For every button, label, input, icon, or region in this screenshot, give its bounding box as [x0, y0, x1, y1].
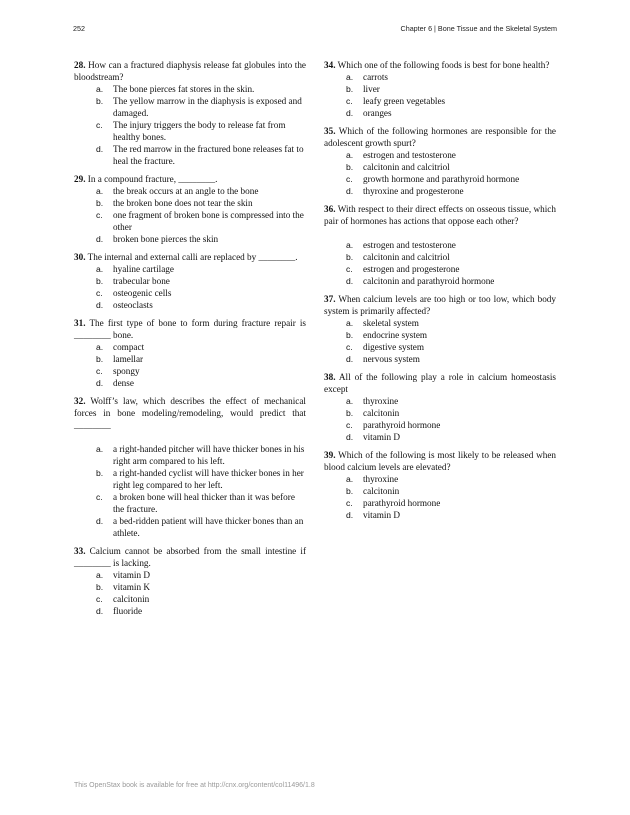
- answer-option: [324, 239, 556, 251]
- option-text: a right-handed cyclist will have thicker bones in her right leg compared to her left.: [113, 468, 304, 490]
- question-number: 34.: [324, 60, 336, 70]
- page-header: [73, 24, 557, 38]
- answer-option: [74, 287, 306, 299]
- question-text: Calcium cannot be absorbed from the small intestine if ________ is lacking.: [74, 546, 307, 568]
- option-letter: c.: [346, 264, 353, 274]
- answer-option: [74, 299, 306, 311]
- option-text: vitamin K: [113, 582, 151, 592]
- question-stem: [324, 293, 556, 317]
- option-text: The bone pierces fat stores in the skin.: [113, 84, 255, 94]
- question-33: [74, 545, 306, 617]
- question-text: The internal and external calli are replaced by ________.: [87, 252, 298, 262]
- question-text: Which one of the following foods is best for bone health?: [337, 60, 550, 70]
- option-letter: b.: [346, 162, 354, 172]
- option-text: The red marrow in the fractured bone releases fat to heal the fracture.: [113, 144, 304, 166]
- option-text: thyroxine: [363, 474, 399, 484]
- option-text: trabecular bone: [113, 276, 170, 286]
- answer-option: [74, 581, 306, 593]
- page-number: 252: [73, 24, 85, 33]
- question-34: [324, 59, 556, 119]
- answer-option: [324, 107, 556, 119]
- option-text: carrots: [363, 72, 388, 82]
- option-letter: c.: [96, 120, 103, 130]
- option-letter: a.: [346, 72, 354, 82]
- answer-option: [324, 161, 556, 173]
- option-text: calcitonin and calcitriol: [363, 252, 450, 262]
- option-letter: a.: [346, 150, 354, 160]
- option-letter: d.: [96, 234, 104, 244]
- question-stem: [74, 317, 306, 341]
- option-text: liver: [363, 84, 380, 94]
- option-letter: d.: [96, 606, 104, 616]
- question-number: 39.: [324, 450, 336, 460]
- option-text: the break occurs at an angle to the bone: [113, 186, 259, 196]
- question-stem: [74, 545, 306, 569]
- answer-option: [324, 509, 556, 521]
- option-text: parathyroid hormone: [363, 420, 441, 430]
- option-text: one fragment of broken bone is compressed into the other: [113, 210, 304, 232]
- option-letter: a.: [346, 240, 354, 250]
- question-31: [74, 317, 306, 389]
- option-text: leafy green vegetables: [363, 96, 446, 106]
- answer-option: [324, 485, 556, 497]
- question-35: [324, 125, 556, 197]
- question-number: 38.: [324, 372, 336, 382]
- option-letter: d.: [346, 354, 354, 364]
- answer-option: [324, 419, 556, 431]
- answer-option: [74, 443, 306, 467]
- option-letter: c.: [346, 342, 353, 352]
- answer-option: [74, 605, 306, 617]
- option-letter: b.: [346, 486, 354, 496]
- option-text: dense: [113, 378, 134, 388]
- option-letter: a.: [346, 474, 354, 484]
- option-text: digestive system: [363, 342, 424, 352]
- answer-option: [324, 275, 556, 287]
- answer-option: [74, 83, 306, 95]
- option-text: The yellow marrow in the diaphysis is exposed and damaged.: [113, 96, 302, 118]
- option-letter: b.: [96, 468, 104, 478]
- option-text: growth hormone and parathyroid hormone: [363, 174, 520, 184]
- question-number: 35.: [324, 126, 336, 136]
- option-text: calcitonin: [113, 594, 150, 604]
- option-text: hyaline cartilage: [113, 264, 174, 274]
- question-38: [324, 371, 556, 443]
- option-text: estrogen and testosterone: [363, 150, 456, 160]
- answer-option: [324, 251, 556, 263]
- option-letter: d.: [346, 276, 354, 286]
- question-number: 28.: [74, 60, 86, 70]
- answer-option: [74, 209, 306, 233]
- answer-option: [74, 95, 306, 119]
- option-letter: b.: [346, 408, 354, 418]
- question-37: [324, 293, 556, 365]
- answer-option: [74, 365, 306, 377]
- option-text: a bed-ridden patient will have thicker bones than an athlete.: [113, 516, 304, 538]
- option-letter: b.: [96, 198, 104, 208]
- answer-option: [74, 233, 306, 245]
- option-letter: b.: [96, 96, 104, 106]
- option-text: calcitonin: [363, 408, 400, 418]
- option-text: estrogen and progesterone: [363, 264, 460, 274]
- option-text: vitamin D: [363, 432, 401, 442]
- option-letter: c.: [96, 594, 103, 604]
- option-text: oranges: [363, 108, 392, 118]
- question-text: How can a fractured diaphysis release fat globules into the bloodstream?: [74, 60, 306, 82]
- option-letter: b.: [346, 252, 354, 262]
- option-letter: c.: [346, 498, 353, 508]
- question-text: When calcium levels are too high or too low, which body system is primarily affected?: [324, 294, 556, 316]
- option-text: vitamin D: [363, 510, 401, 520]
- option-letter: a.: [96, 264, 104, 274]
- question-39: [324, 449, 556, 521]
- question-text: In a compound fracture, ________.: [87, 174, 218, 184]
- option-letter: a.: [96, 342, 104, 352]
- answer-option: [324, 149, 556, 161]
- option-text: fluoride: [113, 606, 143, 616]
- option-letter: a.: [96, 570, 104, 580]
- option-letter: c.: [96, 366, 103, 376]
- answer-option: [324, 497, 556, 509]
- answer-option: [74, 491, 306, 515]
- answer-option: [324, 71, 556, 83]
- answer-option: [74, 377, 306, 389]
- option-text: a broken bone will heal thicker than it was before the fracture.: [113, 492, 295, 514]
- answer-option: [74, 185, 306, 197]
- answer-option: [324, 185, 556, 197]
- option-letter: c.: [96, 492, 103, 502]
- question-text: With respect to their direct effects on osseous tissue, which pair of hormones has actions that oppose each other?: [324, 204, 556, 226]
- option-text: thyroxine and progesterone: [363, 186, 464, 196]
- question-stem: [324, 371, 556, 395]
- question-stem: [74, 395, 306, 431]
- question-stem: [324, 203, 556, 227]
- answer-option: [324, 173, 556, 185]
- answer-option: [74, 119, 306, 143]
- option-letter: d.: [346, 432, 354, 442]
- chapter-title: Chapter 6 | Bone Tissue and the Skeletal System: [400, 24, 557, 33]
- question-stem: [74, 173, 306, 185]
- question-number: 32.: [74, 396, 86, 406]
- option-text: endocrine system: [363, 330, 428, 340]
- option-text: broken bone pierces the skin: [113, 234, 219, 244]
- option-letter: b.: [346, 84, 354, 94]
- option-letter: b.: [96, 354, 104, 364]
- answer-option: [74, 197, 306, 209]
- answer-option: [74, 593, 306, 605]
- answer-option: [324, 263, 556, 275]
- question-28: [74, 59, 306, 167]
- option-text: lamellar: [113, 354, 144, 364]
- answer-option: [74, 341, 306, 353]
- option-letter: a.: [346, 396, 354, 406]
- answer-option: [74, 353, 306, 365]
- option-letter: d.: [96, 516, 104, 526]
- question-number: 29.: [74, 174, 86, 184]
- question-36: [324, 203, 556, 287]
- question-text: Which of the following hormones are responsible for the adolescent growth spurt?: [324, 126, 557, 148]
- option-letter: c.: [96, 288, 103, 298]
- option-letter: c.: [96, 210, 103, 220]
- option-text: parathyroid hormone: [363, 498, 441, 508]
- answer-option: [74, 275, 306, 287]
- question-number: 30.: [74, 252, 86, 262]
- question-text: All of the following play a role in calcium homeostasis except: [324, 372, 556, 394]
- option-letter: b.: [96, 582, 104, 592]
- answer-option: [324, 395, 556, 407]
- answer-option: [324, 329, 556, 341]
- option-letter: c.: [346, 96, 353, 106]
- question-29: [74, 173, 306, 245]
- option-text: compact: [113, 342, 145, 352]
- question-number: 36.: [324, 204, 336, 214]
- option-text: the broken bone does not tear the skin: [113, 198, 253, 208]
- answer-option: [74, 569, 306, 581]
- right-column: [324, 59, 556, 527]
- option-letter: c.: [346, 174, 353, 184]
- answer-option: [324, 473, 556, 485]
- answer-option: [74, 467, 306, 491]
- question-text: The first type of bone to form during fracture repair is ________ bone.: [74, 318, 307, 340]
- option-text: spongy: [113, 366, 140, 376]
- option-text: skeletal system: [363, 318, 419, 328]
- answer-option: [74, 143, 306, 167]
- answer-option: [324, 341, 556, 353]
- option-text: calcitonin and parathyroid hormone: [363, 276, 495, 286]
- answer-option: [324, 83, 556, 95]
- question-stem: [324, 449, 556, 473]
- option-letter: a.: [346, 318, 354, 328]
- question-stem: [324, 59, 556, 71]
- question-stem: [74, 251, 306, 263]
- option-text: a right-handed pitcher will have thicker bones in his right arm compared to his left.: [113, 444, 305, 466]
- option-text: thyroxine: [363, 396, 399, 406]
- question-number: 33.: [74, 546, 86, 556]
- question-number: 37.: [324, 294, 336, 304]
- option-text: nervous system: [363, 354, 420, 364]
- question-text: Wolff’s law, which describes the effect of mechanical forces in bone modeling/remodeling, would predict that ________: [74, 396, 306, 430]
- option-letter: d.: [346, 108, 354, 118]
- answer-option: [324, 431, 556, 443]
- option-text: osteoclasts: [113, 300, 153, 310]
- option-letter: a.: [96, 186, 104, 196]
- option-letter: d.: [346, 510, 354, 520]
- option-letter: d.: [96, 378, 104, 388]
- answer-option: [324, 407, 556, 419]
- blank-line: [74, 431, 306, 443]
- question-stem: [74, 59, 306, 83]
- question-number: 31.: [74, 318, 86, 328]
- option-text: calcitonin: [363, 486, 400, 496]
- answer-option: [324, 95, 556, 107]
- option-letter: b.: [346, 330, 354, 340]
- question-stem: [324, 125, 556, 149]
- question-text: Which of the following is most likely to be released when blood calcium levels are elevated?: [324, 450, 556, 472]
- question-30: [74, 251, 306, 311]
- question-32: [74, 395, 306, 539]
- option-letter: d.: [96, 300, 104, 310]
- option-letter: a.: [96, 84, 104, 94]
- option-letter: c.: [346, 420, 353, 430]
- option-text: estrogen and testosterone: [363, 240, 456, 250]
- option-letter: a.: [96, 444, 104, 454]
- option-text: osteogenic cells: [113, 288, 172, 298]
- option-text: vitamin D: [113, 570, 151, 580]
- option-text: The injury triggers the body to release fat from healthy bones.: [113, 120, 286, 142]
- option-letter: d.: [346, 186, 354, 196]
- option-letter: b.: [96, 276, 104, 286]
- answer-option: [74, 263, 306, 275]
- page-footer: This OpenStax book is available for free at http://cnx.org/content/col11496/1.8: [74, 782, 315, 789]
- answer-option: [324, 317, 556, 329]
- left-column: [74, 59, 306, 623]
- answer-option: [324, 353, 556, 365]
- option-text: calcitonin and calcitriol: [363, 162, 450, 172]
- blank-line: [324, 227, 556, 239]
- option-letter: d.: [96, 144, 104, 154]
- answer-option: [74, 515, 306, 539]
